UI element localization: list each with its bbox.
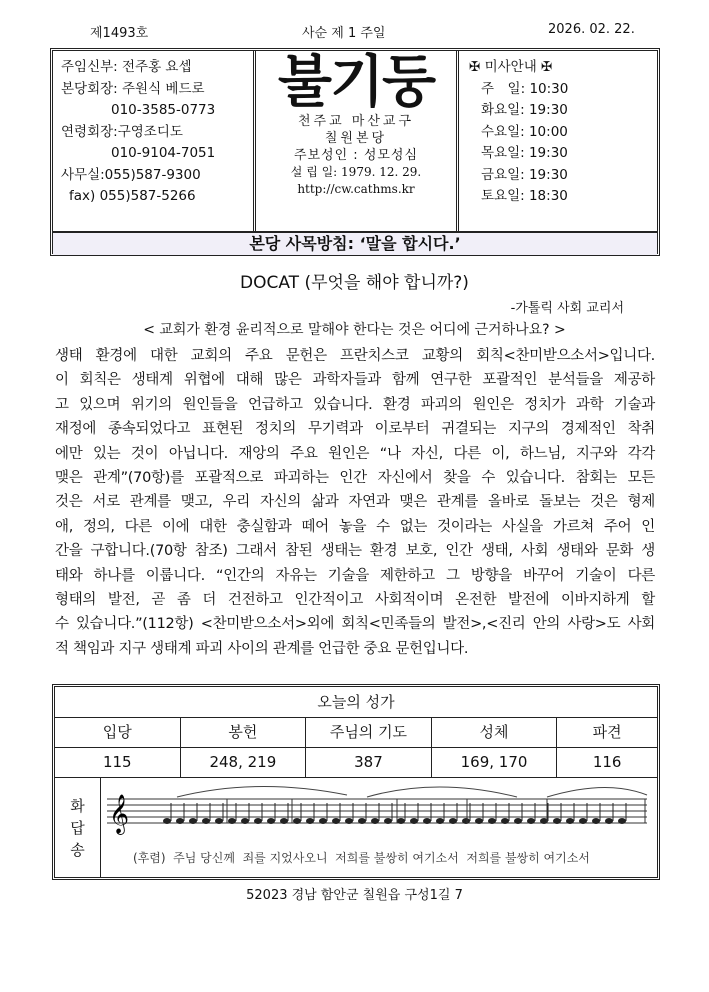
note xyxy=(605,818,613,824)
hymn-value: 387 xyxy=(306,747,432,777)
psalm-lyrics: (후렴) 주님 당신께 죄를 지었사오니 저희를 불쌍히 여기소서 저희를 불쌍히 여기소서 xyxy=(133,851,590,865)
note xyxy=(345,818,353,824)
article-line: 수 있습니다.”(112항) <찬미받으소서>외에 회칙<민족들의 발전>,<진리 안의 사랑>도 사회 xyxy=(55,616,655,633)
article-line: 태와 하나를 이룹니다. “인간의 자유는 기술을 제한하고 그 방향을 바꾸어 기술이 다른 xyxy=(55,567,655,584)
note xyxy=(293,818,301,824)
slur xyxy=(547,787,647,797)
note xyxy=(397,818,405,824)
note xyxy=(332,818,340,824)
parish-info xyxy=(256,51,459,231)
responsorial-psalm xyxy=(55,777,657,877)
note xyxy=(475,818,483,824)
article-source: -가톨릭 사회 교리서 xyxy=(510,301,624,316)
note xyxy=(618,818,626,824)
article-line: 형태의 발전, 곧 좀 더 건전하고 인간적이고 사회적이며 온전한 발전에 이바지하게 할 xyxy=(55,591,655,608)
mass-schedule-title: ✠ 미사안내 ✠ xyxy=(469,59,553,75)
note xyxy=(267,818,275,824)
note xyxy=(436,818,444,824)
mass-day: 금요일 xyxy=(481,166,521,183)
note xyxy=(358,818,366,824)
mass-schedule xyxy=(459,51,657,231)
psalm-label xyxy=(55,777,101,877)
article-line: 생태 환경에 대한 교회의 주요 문헌은 프란치스코 교황의 회칙<찬미받으소서>입니다. xyxy=(55,348,655,364)
mass-time-row: 토요일: 18:30 xyxy=(481,188,568,204)
note xyxy=(306,818,314,824)
note xyxy=(189,818,197,824)
note xyxy=(228,818,236,824)
issue-number: 제1493호 xyxy=(90,26,149,41)
hymn-table-title: 오늘의 성가 xyxy=(317,693,395,711)
staff-info xyxy=(53,51,256,231)
masthead xyxy=(50,48,660,256)
issue-date: 2026. 02. 22. xyxy=(548,22,635,37)
article-line: 이 회칙은 생태계 위협에 대해 많은 과학자들과 함께 연구한 포괄적인 분석들을 제공하 xyxy=(55,372,655,389)
pastoral-motto: 본당 사목방침: ‘말을 합시다.’ xyxy=(53,231,657,255)
note xyxy=(488,818,496,824)
note xyxy=(514,818,522,824)
note xyxy=(423,818,431,824)
fax: fax) 055)587-5266 xyxy=(69,188,196,204)
mass-time: 19:30 xyxy=(528,145,568,161)
founded-date: 설 립 일: 1979. 12. 29. xyxy=(290,165,422,179)
patron-saint: 주보성인 : 성모성심 xyxy=(293,148,419,163)
article-line: 재정에 종속되었다고 표현된 정치의 무기력과 이로부터 귀결되는 지구의 경제적인 착취 xyxy=(55,421,655,438)
mass-time-row: 수요일: 10:00 xyxy=(481,123,568,140)
note xyxy=(553,818,561,824)
hymn-value: 248, 219 xyxy=(181,747,307,777)
note xyxy=(215,818,223,824)
hymn-header: 입당 xyxy=(55,717,181,747)
note xyxy=(527,818,535,824)
article-question: < 교회가 환경 윤리적으로 말해야 한다는 것은 어디에 근거하나요? > xyxy=(143,322,566,338)
article-body xyxy=(55,344,655,661)
council-president: 본당회장: 주원식 베드로 xyxy=(61,80,205,97)
article-line: 애, 정의, 다른 이에 대한 충실함과 떼어 놓을 수 없는 것이라는 사실을 가르쳐 주어 인 xyxy=(55,518,655,535)
mass-day: 주 일 xyxy=(481,80,521,97)
diocese: 천주교 마산교구 xyxy=(297,114,415,129)
office-phone: 사무실:055)587-9300 xyxy=(61,166,201,183)
note xyxy=(566,818,574,824)
note xyxy=(462,818,470,824)
hymn-header: 성체 xyxy=(432,717,558,747)
note xyxy=(241,818,249,824)
note xyxy=(163,818,171,824)
note xyxy=(592,818,600,824)
liturgical-week: 사순 제 1 주일 xyxy=(302,26,386,41)
article-line: 것은 서로 관계를 맺고, 우리 자신의 삶과 자연과 맺은 관계를 올바로 돌보는 것은 형제 xyxy=(55,494,655,511)
article-title: DOCAT (무엇을 해야 합니까?) xyxy=(240,273,469,293)
treble-clef: 𝄞 xyxy=(109,794,130,834)
note xyxy=(202,818,210,824)
mass-day: 화요일 xyxy=(481,102,521,118)
article-line: 간을 구합니다.(70항 참조) 그래서 참된 생태는 환경 보호, 인간 생태, 사회 생태와 문화 생 xyxy=(55,543,655,560)
article-line: 고 있으며 위기의 원인들을 언급하고 있습니다. 환경 파괴의 원인은 정치가 과학 기술과 xyxy=(55,396,655,413)
parish-url[interactable]: http://cw.cathms.kr xyxy=(297,182,415,196)
note xyxy=(371,818,379,824)
article-line: 적 책임과 지구 생태계 파괴 사이의 관계를 언급한 중요 문헌입니다. xyxy=(55,640,469,657)
hymn-header: 주님의 기도 xyxy=(306,717,432,747)
hymn-header: 파견 xyxy=(592,723,622,741)
hymn-value: 115 xyxy=(55,747,181,777)
note xyxy=(449,818,457,824)
mass-time: 10:30 xyxy=(529,80,569,97)
mass-day: 수요일 xyxy=(481,123,521,140)
mass-time-row: 금요일: 19:30 xyxy=(481,166,568,183)
mass-time: 10:00 xyxy=(528,123,568,140)
hymn-value: 169, 170 xyxy=(432,747,558,777)
note xyxy=(384,818,392,824)
note xyxy=(319,818,327,824)
music-score xyxy=(107,781,655,851)
mass-time-row: 화요일: 19:30 xyxy=(481,102,568,118)
article-line: 맺은 관계”(70항)를 포괄적으로 파괴하는 인간 자신에서 찾을 수 있습니다. 참회는 모든 xyxy=(55,469,655,486)
hymn-table xyxy=(52,684,660,880)
note xyxy=(254,818,262,824)
note xyxy=(280,818,288,824)
funeral-president: 연령회장:구영조디도 xyxy=(61,123,183,140)
hymn-value: 116 xyxy=(592,753,622,771)
psalm-label-text: 화답송 xyxy=(70,797,85,859)
parish-name: 칠원본당 xyxy=(324,131,388,146)
parish-address: 52023 경남 함안군 칠원읍 구성1길 7 xyxy=(246,888,463,903)
mass-time-row: 주 일: 10:30 xyxy=(481,80,569,97)
slur xyxy=(367,787,517,797)
note xyxy=(410,818,418,824)
mass-day: 토요일 xyxy=(481,188,521,204)
article-line: 에만 있는 것이 아닙니다. 재앙의 주요 원인은 “나 자신, 다른 이, 하느님, 지구와 각각 xyxy=(55,445,655,462)
hymn-header: 봉헌 xyxy=(181,717,307,747)
mass-time: 18:30 xyxy=(528,188,568,204)
pastor: 주임신부: 전주홍 요셉 xyxy=(61,59,192,75)
note xyxy=(501,818,509,824)
mass-time: 19:30 xyxy=(528,166,568,183)
mass-time: 19:30 xyxy=(528,102,568,118)
slur xyxy=(177,786,347,797)
funeral-phone: 010-9104-7051 xyxy=(111,145,216,161)
note xyxy=(579,818,587,824)
note xyxy=(176,818,184,824)
president-phone: 010-3585-0773 xyxy=(111,102,216,118)
mass-day: 목요일 xyxy=(481,145,521,161)
bulletin-logo: 불기둥 xyxy=(277,50,435,115)
mass-time-row: 목요일: 19:30 xyxy=(481,145,568,161)
